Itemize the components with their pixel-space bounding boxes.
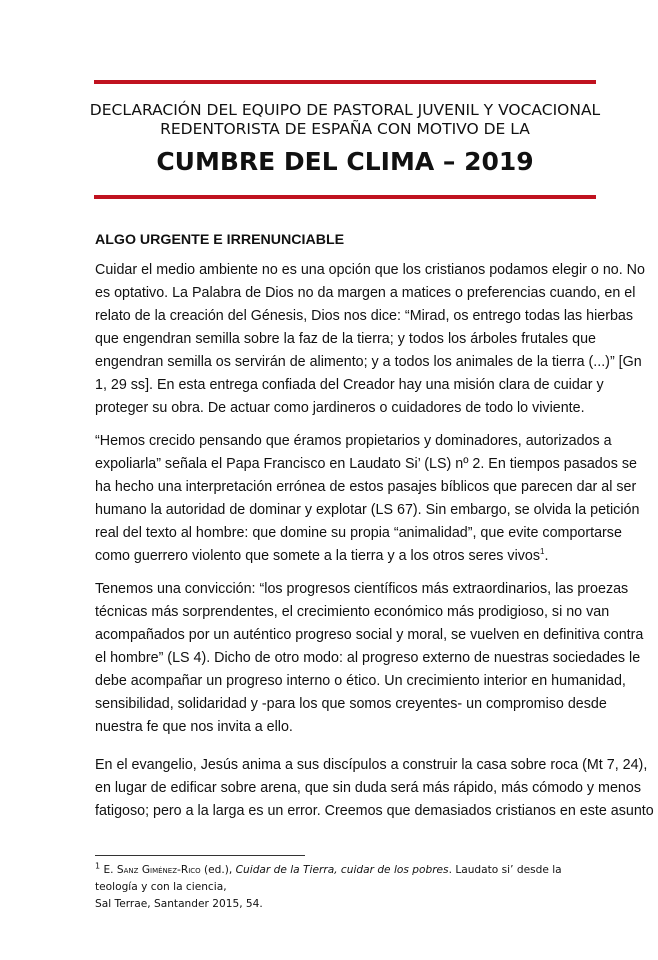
paragraph-2 bbox=[95, 430, 640, 568]
paragraph-line: ha hecho una interpretación errónea de estos pasajes bíblicos que parecen dar al ser bbox=[95, 479, 637, 495]
paragraph-line: humano la autoridad de dominar y explotar (LS 67). Sin embargo, se olvida la petición bbox=[95, 502, 640, 518]
paragraph-line: En el evangelio, Jesús anima a sus discípulos a construir la casa sobre roca (Mt 7, 24), bbox=[95, 757, 648, 773]
footnote-reference[interactable]: 1 bbox=[540, 547, 545, 557]
document-title: CUMBRE DEL CLIMA – 2019 bbox=[156, 147, 534, 176]
paragraph-line: que engendran semilla sobre la faz de la tierra; y todos los árboles frutales que bbox=[95, 331, 596, 347]
paragraph-line: expoliarla” señala el Papa Francisco en Laudato Si’ (LS) nº 2. En tiempos pasados se bbox=[95, 456, 637, 472]
paragraph-line: técnicas más sorprendentes, el crecimiento económico más prodigioso, si no van bbox=[95, 604, 610, 620]
footnote bbox=[95, 862, 600, 913]
paragraph-line: relato de la creación del Génesis, Dios nos dice: “Mirad, os entrego todas las hierbas bbox=[95, 308, 634, 324]
paragraph-1 bbox=[95, 259, 645, 420]
footnote-author-initial: E. bbox=[103, 864, 117, 876]
paragraph-line: nuestra fe que nos invita a ello. bbox=[95, 719, 293, 735]
footnote-author-name: Sanz Giménez-Rico bbox=[116, 864, 201, 876]
paragraph-line-with-footnote bbox=[95, 545, 596, 568]
footnote-line-1 bbox=[95, 862, 600, 896]
paragraph-trailing-period: . bbox=[544, 548, 549, 564]
header-top-rule bbox=[94, 80, 596, 84]
footnote-rest: . Laudato si’ desde la teología y con la ciencia, bbox=[95, 864, 562, 893]
paragraph-line: en lugar de edificar sobre arena, que sin duda será más rápido, más cómodo y menos bbox=[95, 780, 641, 796]
paragraph-line: Tenemos una convicción: “los progresos científicos más extraordinarios, las proezas bbox=[95, 581, 629, 597]
paragraph-line: proteger su obra. De actuar como jardineros o cuidadores de todo lo viviente. bbox=[95, 400, 585, 416]
paragraph-line: engendran semilla os servirán de alimento; y a todos los animales de la tierra (...)” [Gn bbox=[95, 354, 642, 370]
paragraph-line: real del texto al hombre: que domine su propia “animalidad”, que evite comportarse bbox=[95, 525, 622, 541]
paragraph-line: “Hemos crecido pensando que éramos propietarios y dominadores, autorizados a bbox=[95, 433, 612, 449]
paragraph-line: sensibilidad, solidaridad y -para los que somos creyentes- un compromiso desde bbox=[95, 696, 607, 712]
footnote-editor: (ed.), bbox=[200, 864, 236, 876]
paragraph-line: fatigoso; pero a la larga es un error. Creemos que demasiados cristianos en este asunto bbox=[95, 803, 654, 819]
paragraph-4 bbox=[95, 754, 654, 823]
header-line-2: REDENTORISTA DE ESPAÑA CON MOTIVO DE LA bbox=[160, 120, 530, 138]
footnote-line-2: Sal Terrae, Santander 2015, 54. bbox=[95, 898, 263, 910]
paragraph-line: Cuidar el medio ambiente no es una opción que los cristianos podamos elegir o no. No bbox=[95, 262, 645, 278]
paragraph-3 bbox=[95, 578, 644, 739]
section-heading: ALGO URGENTE E IRRENUNCIABLE bbox=[95, 232, 345, 248]
paragraph-line: 1, 29 ss]. En esta entrega confiada del Creador hay una misión clara de cuidar y bbox=[95, 377, 604, 393]
header-bottom-rule bbox=[94, 195, 596, 199]
footnote-number: 1 bbox=[95, 861, 101, 871]
paragraph-line: el hombre” (LS 4). Dicho de otro modo: al progreso externo de nuestras sociedades le bbox=[95, 650, 641, 666]
paragraph-line: es optativo. La Palabra de Dios no da margen a matices o preferencias cuando, en el bbox=[95, 285, 636, 301]
footnote-separator bbox=[95, 855, 305, 856]
paragraph-line: acompañados por un auténtico progreso social y moral, se vuelven en definitiva contra bbox=[95, 627, 644, 643]
paragraph-line-text: como guerrero violento que somete a la tierra y a los otros seres vivos bbox=[95, 548, 540, 564]
footnote-book-title: Cuidar de la Tierra, cuidar de los pobres bbox=[235, 864, 449, 876]
paragraph-line: debe acompañar un progreso interno o ético. Un crecimiento interior en humanidad, bbox=[95, 673, 626, 689]
header-line-1: DECLARACIÓN DEL EQUIPO DE PASTORAL JUVENIL Y VOCACIONAL bbox=[89, 101, 601, 119]
